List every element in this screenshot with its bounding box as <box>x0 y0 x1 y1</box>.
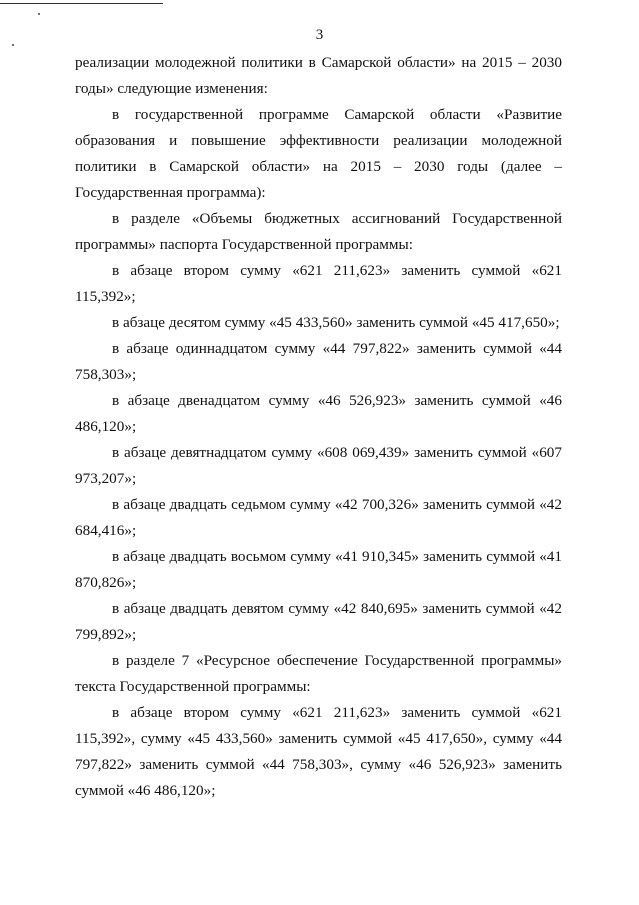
paragraph: в абзаце двадцать восьмом сумму «41 910,345» заменить суммой «41 870,826»; <box>75 548 562 591</box>
paragraph: в абзаце девятнадцатом сумму «608 069,439» заменить суммой «607 973,207»; <box>75 444 562 487</box>
paragraph: в абзаце двадцать седьмом сумму «42 700,326» заменить суммой «42 684,416»; <box>75 496 562 539</box>
paragraph: в абзаце одиннадцатом сумму «44 797,822» заменить суммой «44 758,303»; <box>75 340 562 383</box>
scan-artifact-line <box>0 3 163 4</box>
paragraph: в разделе 7 «Ресурсное обеспечение Государственной программы» текста Государственной программы: <box>75 652 562 695</box>
scan-artifact-dot <box>12 44 14 46</box>
paragraph: в абзаце втором сумму «621 211,623» заменить суммой «621 115,392», сумму «45 433,560» заменить суммой «45 417,650», сумму «44 797,822» заменить суммой «44 758,303», сумму «46 526,923» заменить суммой «46 486,120»; <box>75 704 562 799</box>
paragraph: в абзаце двадцать девятом сумму «42 840,695» заменить суммой «42 799,892»; <box>75 600 562 643</box>
paragraph: реализации молодежной политики в Самарской области» на 2015 – 2030 годы» следующие изменения: <box>75 54 562 97</box>
paragraph: в разделе «Объемы бюджетных ассигнований Государственной программы» паспорта Государственной программы: <box>75 210 562 253</box>
document-body <box>75 50 562 804</box>
paragraph: в государственной программе Самарской области «Развитие образования и повышение эффективности реализации молодежной политики в Самарской области» на 2015 – 2030 годы (далее – Государственная программа): <box>75 106 562 201</box>
scan-artifact-dot <box>38 13 40 15</box>
paragraph: в абзаце десятом сумму «45 433,560» заменить суммой «45 417,650»; <box>112 314 560 331</box>
page-number: 3 <box>315 27 324 43</box>
paragraph: в абзаце втором сумму «621 211,623» заменить суммой «621 115,392»; <box>75 262 562 305</box>
paragraph: в абзаце двенадцатом сумму «46 526,923» заменить суммой «46 486,120»; <box>75 392 562 435</box>
